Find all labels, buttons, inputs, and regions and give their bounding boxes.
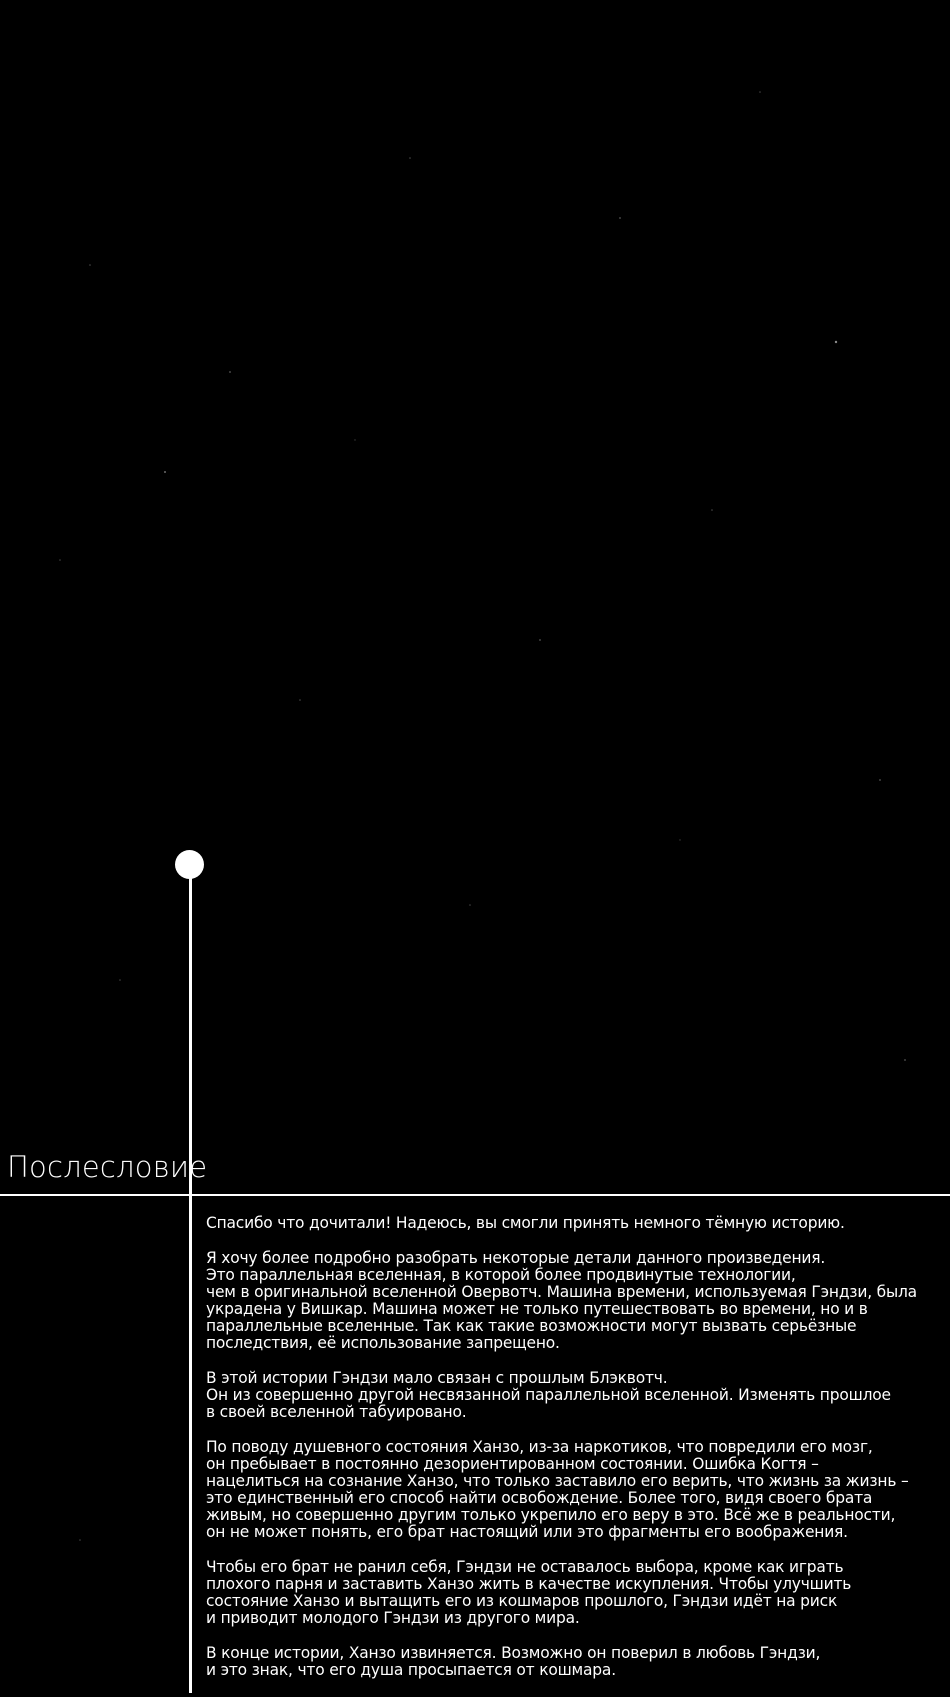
text-line: и это знак, что его душа просыпается от кошмара.: [206, 1661, 616, 1679]
text-line: и приводит молодого Гэндзи из другого мира.: [206, 1609, 580, 1627]
text-line: чем в оригинальной вселенной Овервотч. Машина времени, используемая Гэндзи, была: [206, 1283, 917, 1301]
text-line: последствия, её использование запрещено.: [206, 1334, 560, 1352]
text-line: нацелиться на сознание Ханзо, что только заставило его верить, что жизнь за жизнь –: [206, 1472, 909, 1490]
text-line: он не может понять, его брат настоящий или это фрагменты его воображения.: [206, 1523, 848, 1541]
text-line: он пребывает в постоянно дезориентированном состоянии. Ошибка Когтя –: [206, 1455, 819, 1473]
text-line: это единственный его способ найти освобождение. Более того, видя своего брата: [206, 1489, 873, 1507]
text-line: Спасибо что дочитали! Надеюсь, вы смогли принять немного тёмную историю.: [206, 1214, 845, 1232]
afterword-text: [206, 1215, 946, 1697]
text-line: Чтобы его брат не ранил себя, Гэндзи не оставалось выбора, кроме как играть: [206, 1558, 844, 1576]
text-line: В конце истории, Ханзо извиняется. Возможно он поверил в любовь Гэндзи,: [206, 1644, 821, 1662]
timeline-dot: [175, 850, 204, 879]
afterword-paragraph: [206, 1439, 946, 1541]
text-line: плохого парня и заставить Ханзо жить в качестве искупления. Чтобы улучшить: [206, 1575, 852, 1593]
text-line: Это параллельная вселенная, в которой более продвинутые технологии,: [206, 1266, 796, 1284]
afterword-paragraph: [206, 1370, 946, 1421]
text-line: По поводу душевного состояния Ханзо, из-за наркотиков, что повредили его мозг,: [206, 1438, 873, 1456]
text-line: Он из совершенно другой несвязанной параллельной вселенной. Изменять прошлое: [206, 1386, 891, 1404]
text-line: украдена у Вишкар. Машина может не только путешествовать во времени, но и в: [206, 1300, 868, 1318]
afterword-paragraph: [206, 1645, 946, 1679]
text-line: состояние Ханзо и вытащить его из кошмаров прошлого, Гэндзи идёт на риск: [206, 1592, 838, 1610]
text-line: В этой истории Гэндзи мало связан с прошлым Блэквотч.: [206, 1369, 668, 1387]
afterword-paragraph: [206, 1559, 946, 1627]
text-line: в своей вселенной табуировано.: [206, 1403, 467, 1421]
text-line: живым, но совершенно другим только укрепило его веру в это. Всё же в реальности,: [206, 1506, 896, 1524]
section-divider: [0, 1194, 950, 1196]
afterword-title: Послесловие: [7, 1150, 208, 1184]
timeline-vertical-line: [189, 876, 192, 1693]
afterword-paragraph: [206, 1250, 946, 1352]
text-line: параллельные вселенные. Так как такие возможности могут вызвать серьёзные: [206, 1317, 857, 1335]
text-line: Я хочу более подробно разобрать некоторые детали данного произведения.: [206, 1249, 826, 1267]
afterword-paragraph: [206, 1215, 946, 1232]
